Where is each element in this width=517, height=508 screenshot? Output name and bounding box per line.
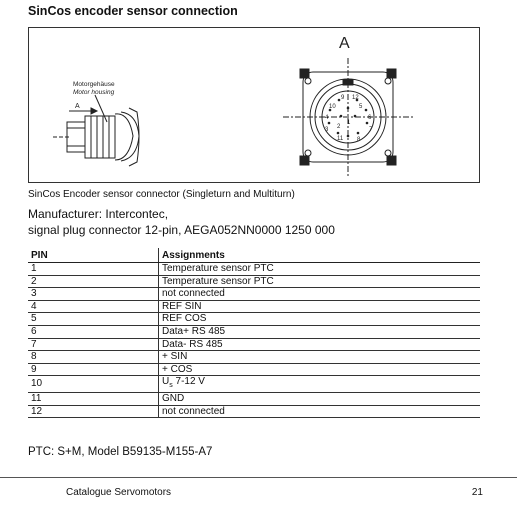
assignment-cell: not connected [159,288,481,301]
pin-cell: 6 [28,325,159,338]
pin-cell: 3 [28,288,159,301]
page-number: 21 [471,487,483,498]
assignment-text: U [162,376,170,388]
table-row [28,300,480,313]
pin-cell: 2 [28,275,159,288]
page-title: SinCos encoder sensor connection [28,4,238,18]
pin-dot [337,132,340,135]
connector-figure [28,27,480,183]
table-row [28,325,480,338]
table-row [28,363,480,376]
pin-label-11: 11 [337,136,344,142]
pin-label-12: 12 [352,95,359,101]
assignment-cell: Temperature sensor PTC [159,275,481,288]
pin-cell: 7 [28,338,159,351]
pin-dot [328,122,331,125]
footer-divider [0,477,517,478]
table-row [28,405,480,418]
pin-dot [357,132,360,135]
pin-cell: 4 [28,300,159,313]
housing-label-de: Motorgehäuse [73,81,115,88]
footer-catalogue-title: Catalogue Servomotors [66,487,172,498]
pin-cell: 11 [28,392,159,405]
table-row [28,376,480,393]
assignment-text-rest: 7-12 V [172,376,205,388]
pin-dot [340,115,343,118]
pin-dot [347,135,350,138]
manufacturer-info [28,206,335,238]
pin-cell: 8 [28,351,159,364]
header-assignment: Assignments [159,248,481,263]
view-label: A [339,35,350,52]
pin-dot [347,107,350,110]
manufacturer-line-2: signal plug connector 12-pin, AEGA052NN0000 1250 000 [28,223,335,237]
pin-cell: 12 [28,405,159,418]
pin-label-7: 7 [369,127,373,133]
table-row [28,288,480,301]
figure-caption: SinCos Encoder sensor connector (Singleturn and Multiturn) [28,189,295,200]
pin-label-9: 9 [341,95,345,101]
assignment-cell: REF SIN [159,300,481,313]
pin-cell: 5 [28,313,159,326]
pin-dot [354,115,357,118]
manufacturer-line-1: Manufacturer: Intercontec, [28,207,169,221]
assignment-cell: Data+ RS 485 [159,325,481,338]
ptc-note: PTC: S+M, Model B59135-M155-A7 [28,446,213,458]
pin-label-3: 3 [325,127,329,133]
pin-cell: 1 [28,263,159,276]
pin-cell: 9 [28,363,159,376]
assignment-cell: + COS [159,363,481,376]
pin-label-1: 1 [347,120,351,126]
table-row [28,263,480,276]
plug-front-view [283,58,413,176]
assignment-cell: Temperature sensor PTC [159,263,481,276]
table-header-row [28,248,480,263]
pin-label-4: 4 [325,115,329,121]
assignment-cell: GND [159,392,481,405]
pin-label-2: 2 [337,124,341,130]
header-pin: PIN [28,248,159,263]
plug-side-view [53,81,139,166]
table-row [28,338,480,351]
assignment-subscript: s [169,382,173,390]
assignment-cell: + SIN [159,351,481,364]
assignment-cell [159,376,481,393]
table-row [28,351,480,364]
pin-dot [366,122,369,125]
connector-drawing [29,28,479,182]
table-row [28,275,480,288]
pin-assignment-table [28,248,480,418]
table-row [28,313,480,326]
pin-label-8: 8 [357,137,361,143]
pin-label-6: 6 [368,115,372,121]
pin-label-10: 10 [329,104,336,110]
pin-dot [338,99,341,102]
housing-label-en: Motor housing [73,89,115,96]
pin-label-5: 5 [359,104,363,110]
assignment-cell: not connected [159,405,481,418]
assignment-cell: REF COS [159,313,481,326]
arrow-label: A [75,103,80,110]
pin-dot [365,109,368,112]
table-row [28,392,480,405]
pin-cell: 10 [28,376,159,393]
assignment-cell: Data- RS 485 [159,338,481,351]
